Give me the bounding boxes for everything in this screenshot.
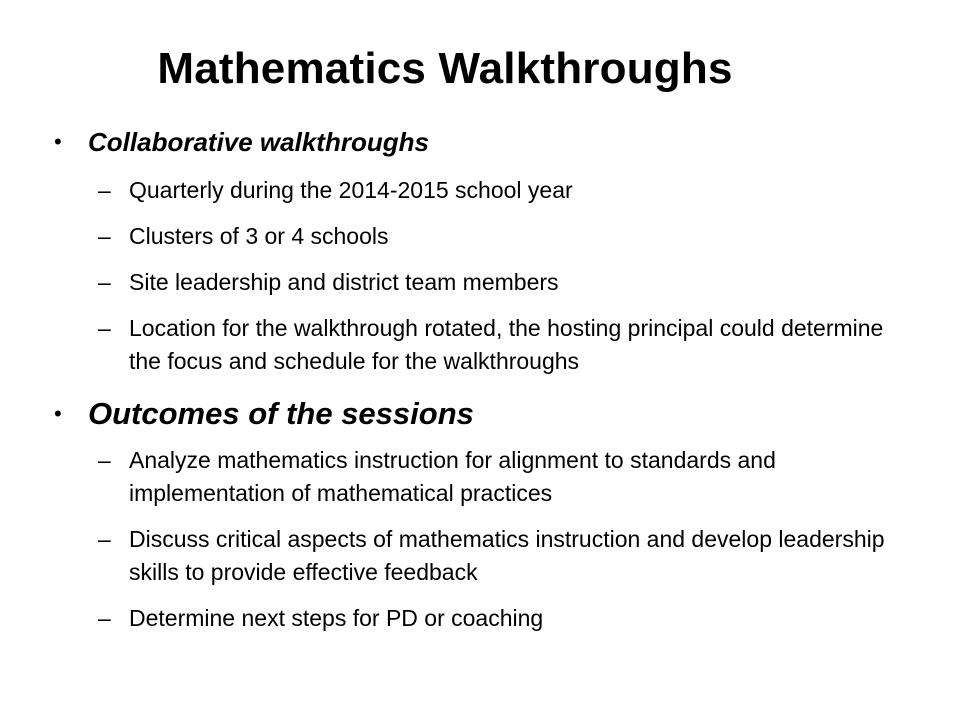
dash-icon: – [98,177,111,203]
list-item [48,602,928,635]
list-item-text: Determine next steps for PD or coaching [129,605,544,631]
dash-icon: – [98,315,111,341]
section-heading-outcomes [48,392,928,436]
dash-icon: – [98,526,111,552]
list-item [48,444,928,510]
section-heading-collaborative [48,120,928,164]
list-item [48,523,928,589]
list-item [48,266,928,299]
list-item-text: Site leadership and district team members [129,269,559,295]
section-heading-text: Collaborative walkthroughs [88,127,429,157]
list-item-text: Clusters of 3 or 4 schools [129,223,389,249]
list-item [48,220,928,253]
list-item [48,312,928,378]
list-item-text: Quarterly during the 2014-2015 school year [129,177,573,203]
section-items-outcomes [48,444,928,635]
section-items-collaborative [48,174,928,378]
bullet-icon: • [54,129,62,154]
section-heading-text: Outcomes of the sessions [88,396,474,431]
dash-icon: – [98,605,111,631]
slide-content [48,118,928,635]
dash-icon: – [98,447,111,473]
list-item-text: Location for the walkthrough rotated, the hosting principal could determine the focus and schedule for the walkthroughs [129,315,884,374]
dash-icon: – [98,223,111,249]
list-item [48,174,928,207]
list-item-text: Analyze mathematics instruction for alignment to standards and implementation of mathematical practices [129,447,776,506]
dash-icon: – [98,269,111,295]
list-item-text: Discuss critical aspects of mathematics instruction and develop leadership skills to provide effective feedback [129,526,885,585]
bullet-icon: • [54,401,62,426]
slide-title: Mathematics Walkthroughs [157,44,733,93]
